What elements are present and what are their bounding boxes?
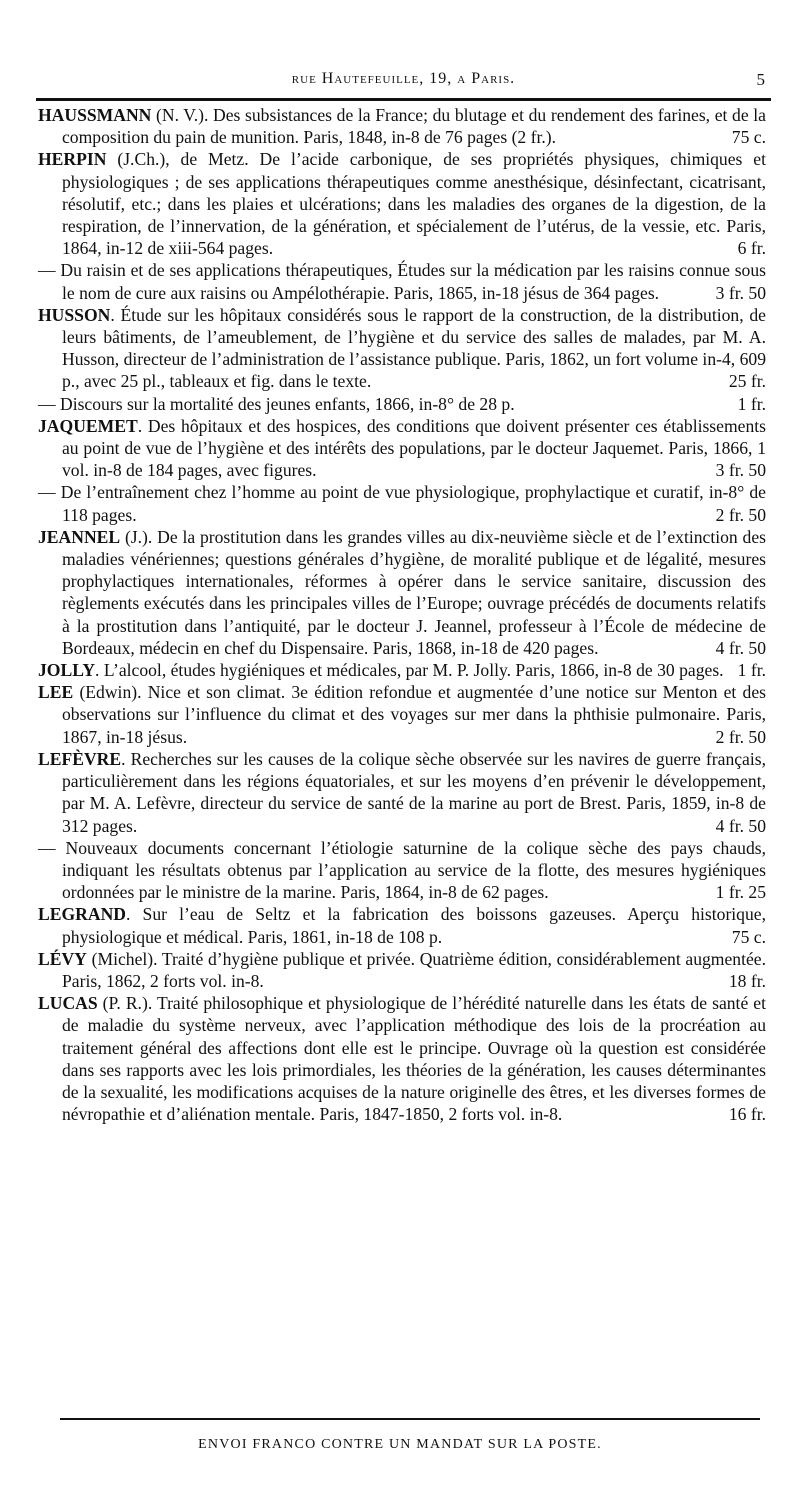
entry-price: 4 fr. 50 (715, 815, 766, 836)
running-title: rue Hautefeuille, 19, a Paris. (291, 70, 516, 87)
entry-text: (J.Ch.), de Metz. De l’acide carbonique, de ses propriétés physiques, chimiques et physiologiques ; de ses applications thérapeutiques comme anesthésique, désinfectant, cicatrisant, résolutif, etc.; dans les plaies et ulcérations; dans les maladies des organes de la digestion, de la respiration, de l’innervation, de la génération, et spécialement de l’utérus, de la vessie, etc. Paris, 1864, in-12 de xiii-564 pages. (62, 149, 766, 259)
entry-price: 2 fr. 50 (715, 504, 766, 525)
entry-text: . Sur l’eau de Seltz et la fabrication des boissons gazeuses. Aperçu historique, physiologique et médical. Paris, 1861, in-18 de 108 p. (62, 904, 766, 947)
catalog-entry (38, 903, 766, 947)
entry-price: 6 fr. (737, 238, 766, 259)
entry-author: LEE (38, 682, 74, 703)
footer-rule (60, 1418, 760, 1420)
catalog-entry (38, 837, 766, 904)
catalog-entry (38, 948, 766, 992)
entry-text: — De l’entraînement chez l’homme au point de vue physiologique, prophylactique et curatif, in-8° de 118 pages. (38, 482, 766, 525)
catalog-entry (38, 104, 766, 148)
entry-price: 16 fr. (728, 1104, 766, 1125)
catalog-entry (38, 259, 766, 303)
entry-price: 18 fr. (728, 970, 766, 991)
entry-text: (P. R.). Traité philosophique et physiologique de l’hérédité naturelle dans les états de santé et de maladie du système nerveux, avec l’application méthodique des lois de la procréation au traitement général des affections dont elle est le principe. Ouvrage où la question est considérée dans ses rapports avec les lois primordiales, les théories de la génération, les causes déterminantes de la sexualité, les modifications acquises de la nature originelle des êtres, et les diverses formes de névropathie et d’aliénation mentale. Paris, 1847-1850, 2 forts vol. in-8. (62, 993, 766, 1125)
entry-text: — Nouveaux documents concernant l’étiologie saturnine de la colique sèche des pays chauds, indiquant les résultats obtenus par l’application au service de la flotte, des mesures hygiéniques ordonnées par le ministre de la marine. Paris, 1864, in-8 de 62 pages. (38, 837, 766, 903)
entry-author: LÉVY (38, 948, 87, 969)
entry-price: 75 c. (731, 127, 766, 148)
catalog-entry (38, 659, 766, 681)
entry-price: 3 fr. 50 (715, 282, 766, 303)
catalog-entries (38, 104, 766, 1125)
header-rule (36, 98, 771, 101)
entry-author: JOLLY (38, 660, 96, 681)
catalog-entry (38, 393, 766, 415)
catalog-entry (38, 415, 766, 482)
entry-price: 4 fr. 50 (715, 637, 766, 658)
entry-author: LEGRAND (38, 904, 126, 925)
entry-author: LUCAS (38, 993, 98, 1014)
catalog-entry (38, 526, 766, 659)
catalog-entry (38, 481, 766, 525)
entry-author: LEFÈVRE (38, 748, 122, 769)
running-head (36, 70, 771, 96)
catalog-entry (38, 148, 766, 259)
entry-price: 1 fr. (737, 393, 766, 414)
entry-text: (N. V.). Des subsistances de la France; du blutage et du rendement des farines, et de la composition du pain de munition. Paris, 1848, in-8 de 76 pages (2 fr.). (62, 105, 766, 148)
footer-note: ENVOI FRANCO CONTRE UN MANDAT SUR LA POSTE. (198, 1437, 602, 1452)
entry-price: 3 fr. 50 (715, 460, 766, 481)
entry-text: (Michel). Traité d’hygiène publique et privée. Quatrième édition, considérablement augmentée. Paris, 1862, 2 forts vol. in-8. (62, 948, 766, 991)
entry-text: — Du raisin et de ses applications thérapeutiques, Études sur la médication par les raisins connue sous le nom de cure aux raisins ou Ampélothérapie. Paris, 1865, in-18 jésus de 364 pages. (38, 260, 766, 303)
entry-price: 75 c. (731, 926, 766, 947)
entry-text: . Étude sur les hôpitaux considérés sous le rapport de la construction, de la distribution, de leurs bâtiments, de l’ameublement, de l’hygiène et du service des salles de malades, par M. A. Husson, directeur de l’administration de l’assistance publique. Paris, 1862, un fort volume in-4, 609 p., avec 25 pl., tableaux et fig. dans le texte. (62, 304, 766, 392)
entry-text: . Recherches sur les causes de la colique sèche observée sur les navires de guerre français, particulièrement dans les régions équatoriales, et sur les moyens d’en prévenir le développement, par M. A. Lefèvre, directeur du service de santé de la marine au port de Brest. Paris, 1859, in-8 de 312 pages. (62, 748, 766, 836)
entry-price: 25 fr. (728, 371, 766, 392)
entry-text: — Discours sur la mortalité des jeunes enfants, 1866, in-8° de 28 p. (38, 393, 515, 414)
entry-text: . L’alcool, études hygiéniques et médicales, par M. P. Jolly. Paris, 1866, in-8 de 30 pages. (95, 660, 724, 681)
catalog-entry (38, 748, 766, 837)
entry-price: 1 fr. (737, 660, 766, 681)
catalog-entry (38, 681, 766, 748)
entry-text: (Edwin). Nice et son climat. 3e édition refondue et augmentée d’une notice sur Menton et des observations sur l’influence du climat et des voyages sur mer dans la phthisie pulmonaire. Paris, 1867, in-18 jésus. (62, 682, 766, 747)
entry-author: HAUSSMANN (38, 105, 152, 125)
entry-author: HUSSON (38, 304, 111, 325)
entry-author: HERPIN (38, 149, 107, 170)
entry-price: 1 fr. 25 (715, 882, 766, 903)
entry-text: (J.). De la prostitution dans les grandes villes au dix-neuvième siècle et de l’extinction des maladies vénériennes; questions générales d’hygiène, de moralité publique et de légalité, mesures prophylactiques internationales, réformes à opérer dans le service sanitaire, discussion des règlements exécutés dans les principales villes de l’Europe; ouvrage précédés de documents relatifs à la prostitution dans l’antiquité, par le docteur J. Jeannel, professeur à l’École de médecine de Bordeaux, médecin en chef du Dispensaire. Paris, 1868, in-18 de 420 pages. (62, 526, 766, 658)
catalog-entry (38, 304, 766, 393)
entry-author: JAQUEMET (38, 415, 138, 436)
catalog-entry (38, 992, 766, 1125)
entry-text: . Des hôpitaux et des hospices, des conditions que doivent présenter ces établissements au point de vue de l’hygiène et des intérêts des populations, par le docteur Jaquemet. Paris, 1866, 1 vol. in-8 de 184 pages, avec figures. (62, 415, 766, 481)
entry-author: JEANNEL (38, 526, 121, 547)
entry-price: 2 fr. 50 (715, 726, 766, 747)
page-number: 5 (756, 70, 765, 89)
